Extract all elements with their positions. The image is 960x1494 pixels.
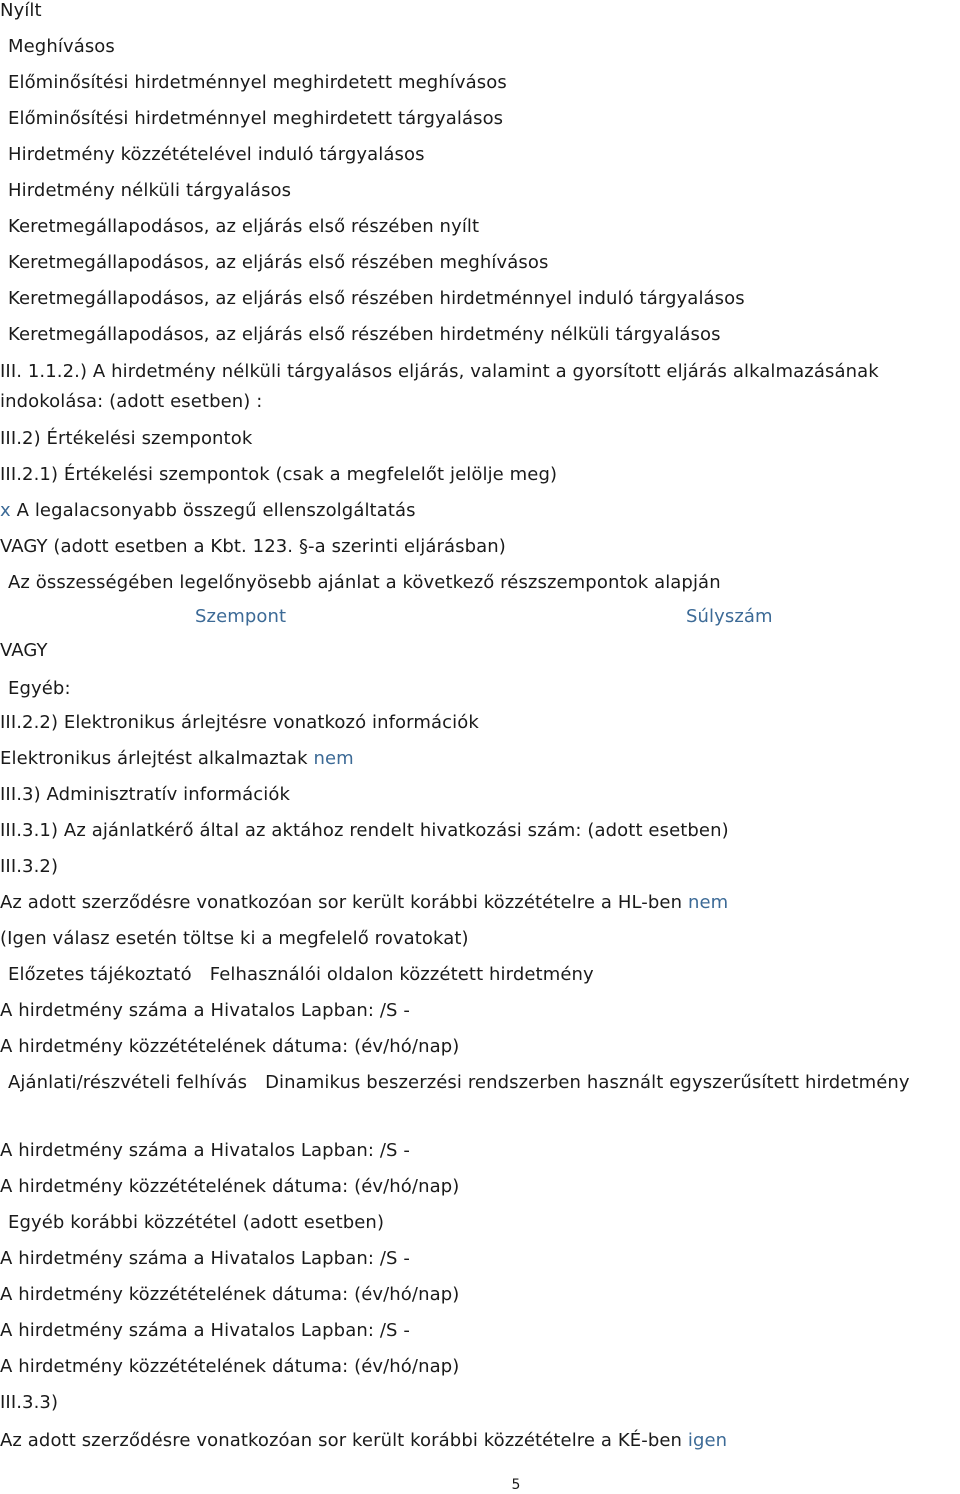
prior-publication-ke-value: igen	[687, 1430, 728, 1451]
publication-date-3: A hirdetmény közzétételének dátuma: (év/hó/nap)	[0, 1284, 460, 1305]
option-buyer-profile-notice: Felhasználói oldalon közzétett hirdetmény	[209, 964, 594, 985]
procedure-type-restricted: Meghívásos	[8, 36, 115, 57]
procedure-type-prequal-restricted: Előminősítési hirdetménnyel meghirdetett meghívásos	[8, 72, 507, 93]
criterion-lowest-price-label: A legalacsonyabb összegű ellenszolgáltatás	[16, 500, 416, 521]
procedure-type-negotiated-with-notice: Hirdetmény közzétételével induló tárgyalásos	[8, 144, 425, 165]
prior-options-row-2	[0, 1068, 958, 1098]
ojs-number-4: A hirdetmény száma a Hivatalos Lapban: /S -	[0, 1320, 410, 1341]
section-iii-2-2-heading: III.2.2) Elektronikus árlejtésre vonatkozó információk	[0, 712, 479, 733]
procedure-type-framework-restricted: Keretmegállapodásos, az eljárás első részében meghívásos	[8, 252, 549, 273]
procedure-type-framework-negotiated-notice: Keretmegállapodásos, az eljárás első részében hirdetménnyel induló tárgyalásos	[8, 288, 745, 309]
ojs-number-1: A hirdetmény száma a Hivatalos Lapban: /S -	[0, 1000, 410, 1021]
prior-publication-ke-row	[0, 1430, 727, 1452]
ojs-number-2: A hirdetmény száma a Hivatalos Lapban: /S -	[0, 1140, 410, 1161]
column-header-weight: Súlyszám	[686, 606, 773, 627]
prior-publication-hl-label: Az adott szerződésre vonatkozóan sor került korábbi közzétételre a HL-ben	[0, 892, 683, 913]
prior-options-row-1	[8, 964, 594, 986]
eauction-row	[0, 748, 354, 770]
other-criterion-label: Egyéb:	[8, 678, 71, 699]
prior-publication-hl-row	[0, 892, 728, 914]
procedure-type-framework-open: Keretmegállapodásos, az eljárás első részében nyílt	[8, 216, 480, 237]
publication-date-1: A hirdetmény közzétételének dátuma: (év/hó/nap)	[0, 1036, 460, 1057]
or-kbt-note: VAGY (adott esetben a Kbt. 123. §-a szerinti eljárásban)	[0, 536, 506, 557]
section-iii-3-1-reference: III.3.1) Az ajánlatkérő által az aktához rendelt hivatkozási szám: (adott esetben)	[0, 820, 729, 841]
section-iii-2-heading: III.2) Értékelési szempontok	[0, 428, 253, 449]
option-prior-information: Előzetes tájékoztató	[8, 964, 192, 985]
procedure-type-negotiated-without-notice: Hirdetmény nélküli tárgyalásos	[8, 180, 292, 201]
section-iii-3-2-heading: III.3.2)	[0, 856, 59, 877]
section-iii-2-1-heading: III.2.1) Értékelési szempontok (csak a megfelelőt jelölje meg)	[0, 464, 558, 485]
option-dps-simplified-notice: Dinamikus beszerzési rendszerben használt egyszerűsített hirdetmény	[265, 1072, 910, 1093]
if-yes-instruction: (Igen válasz esetén töltse ki a megfelelő rovatokat)	[0, 928, 469, 949]
column-header-criterion: Szempont	[195, 606, 287, 627]
publication-date-4: A hirdetmény közzétételének dátuma: (év/hó/nap)	[0, 1356, 460, 1377]
section-iii-1-1-2-justification: III. 1.1.2.) A hirdetmény nélküli tárgyalásos eljárás, valamint a gyorsított eljárás alkalmazásának indokolása: (adott esetben) :	[0, 361, 879, 412]
procedure-type-prequal-negotiated: Előminősítési hirdetménnyel meghirdetett tárgyalásos	[8, 108, 504, 129]
publication-date-2: A hirdetmény közzétételének dátuma: (év/hó/nap)	[0, 1176, 460, 1197]
procedure-type-framework-negotiated-no-notice: Keretmegállapodásos, az eljárás első részében hirdetmény nélküli tárgyalásos	[8, 324, 721, 345]
section-iii-3-heading: III.3) Adminisztratív információk	[0, 784, 290, 805]
best-value-criterion: Az összességében legelőnyösebb ajánlat a következő részszempontok alapján	[8, 572, 721, 593]
option-call-for-tender: Ajánlati/részvételi felhívás	[8, 1072, 248, 1093]
criterion-lowest-price-row	[0, 500, 416, 522]
prior-publication-hl-value: nem	[687, 892, 729, 913]
eauction-value: nem	[313, 748, 354, 769]
page-number: 5	[511, 1477, 521, 1493]
option-other-prior-publication: Egyéb korábbi közzététel (adott esetben)	[8, 1212, 385, 1233]
ojs-number-3: A hirdetmény száma a Hivatalos Lapban: /S -	[0, 1248, 410, 1269]
section-iii-3-3-heading: III.3.3)	[0, 1392, 59, 1413]
procedure-type-open: Nyílt	[0, 0, 42, 21]
eauction-label: Elektronikus árlejtést alkalmaztak	[0, 748, 308, 769]
prior-publication-ke-label: Az adott szerződésre vonatkozóan sor került korábbi közzétételre a KÉ-ben	[0, 1430, 683, 1451]
or-separator: VAGY	[0, 640, 48, 661]
criterion-selected-mark: x	[0, 500, 11, 521]
